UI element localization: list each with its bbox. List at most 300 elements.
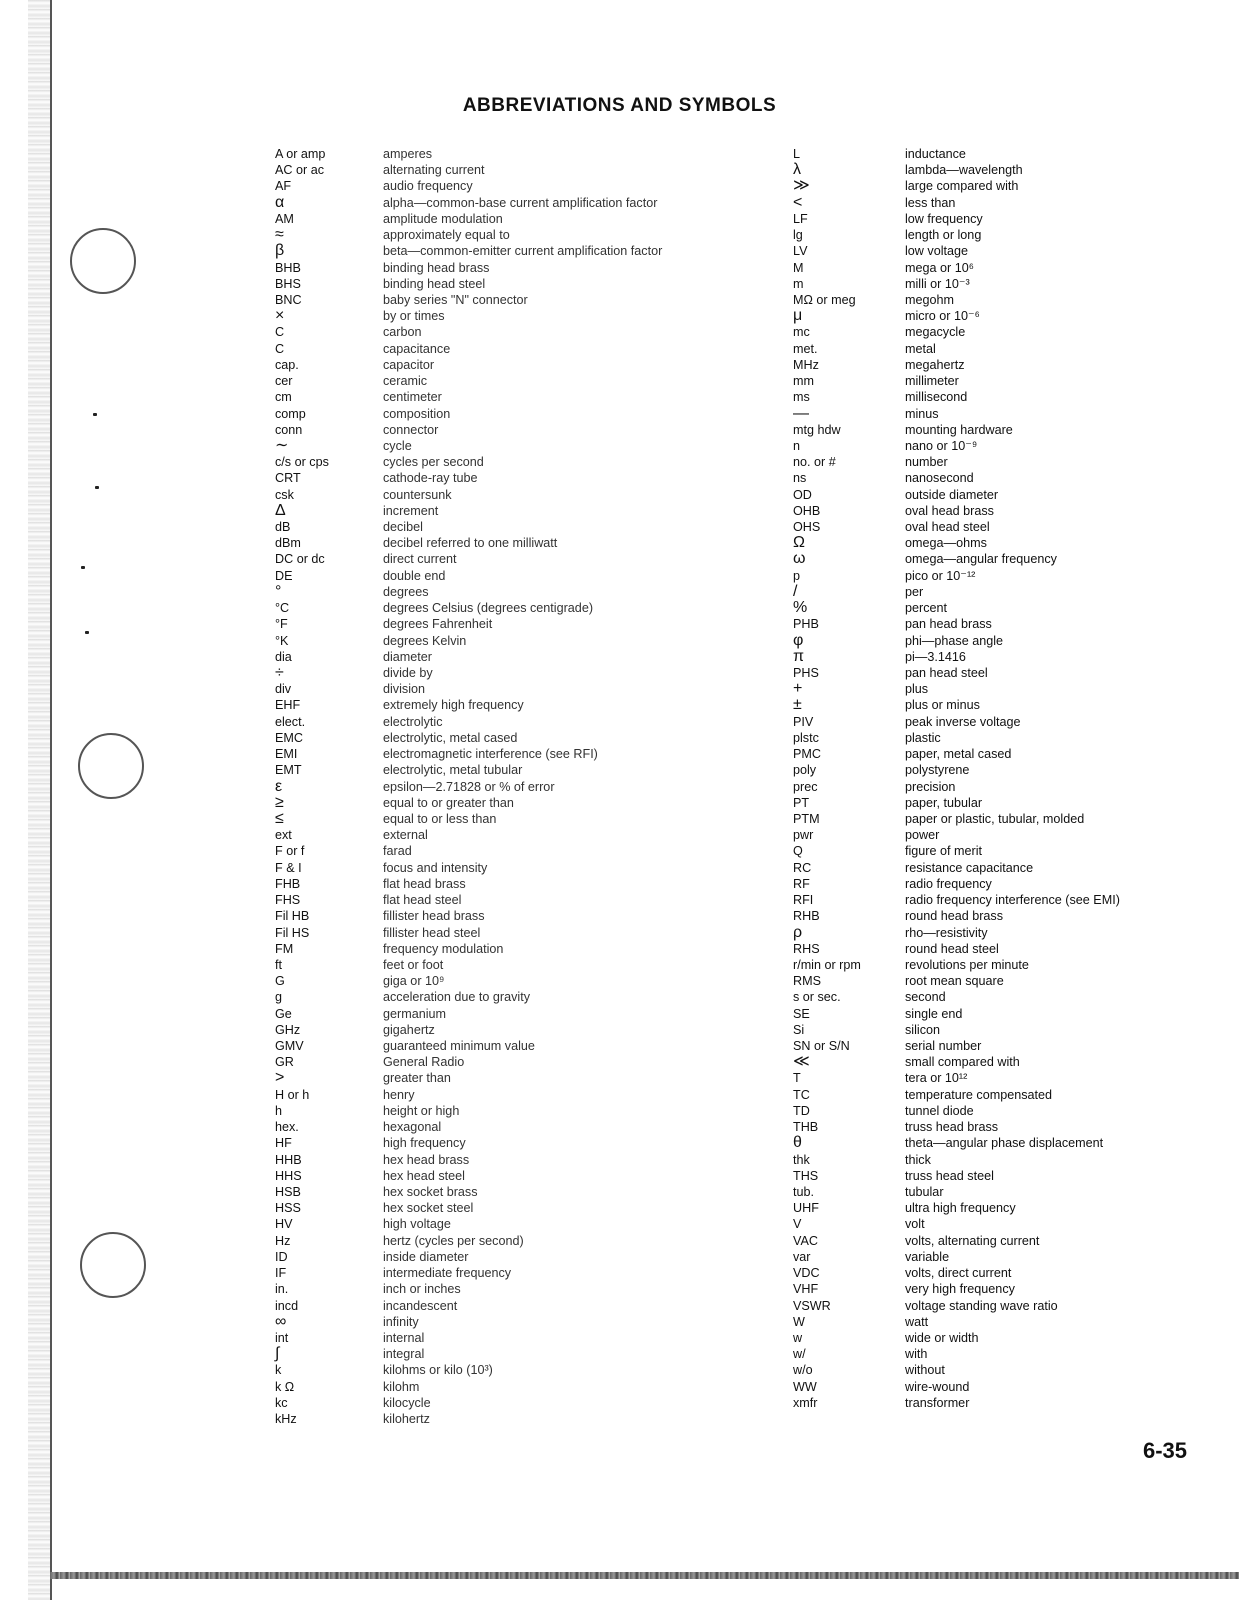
definition: voltage standing wave ratio bbox=[905, 1298, 1058, 1313]
abbreviation: M bbox=[793, 260, 804, 275]
table-row bbox=[793, 584, 1175, 600]
table-row bbox=[275, 438, 743, 454]
definition: root mean square bbox=[905, 974, 1004, 989]
definition: millisecond bbox=[905, 390, 968, 405]
table-row bbox=[275, 1103, 743, 1119]
table-row bbox=[275, 146, 743, 162]
definition: serial number bbox=[905, 1039, 982, 1054]
table-row bbox=[793, 1168, 1175, 1184]
speck bbox=[81, 566, 85, 569]
abbreviation: GMV bbox=[275, 1039, 304, 1054]
definition: capacitance bbox=[383, 341, 451, 356]
table-row bbox=[275, 1281, 743, 1297]
definition: low voltage bbox=[905, 244, 969, 259]
abbreviation: UHF bbox=[793, 1201, 819, 1216]
table-row bbox=[793, 1022, 1175, 1038]
table-row bbox=[793, 633, 1175, 649]
definition: kilohertz bbox=[383, 1412, 430, 1427]
definition: division bbox=[383, 682, 425, 697]
table-row bbox=[275, 665, 743, 681]
table-row bbox=[793, 1135, 1175, 1151]
table-row bbox=[793, 454, 1175, 470]
definition: centimeter bbox=[383, 390, 442, 405]
table-row bbox=[275, 1184, 743, 1200]
table-row bbox=[793, 324, 1175, 340]
table-row bbox=[275, 1330, 743, 1346]
definition: plus or minus bbox=[905, 698, 980, 713]
punch-hole-bottom bbox=[80, 1232, 146, 1298]
abbreviation: IF bbox=[275, 1266, 287, 1281]
table-row bbox=[275, 892, 743, 908]
table-row bbox=[793, 1249, 1175, 1265]
definition: increment bbox=[383, 503, 439, 518]
definition: per bbox=[905, 584, 924, 599]
abbreviation: mtg hdw bbox=[793, 422, 841, 437]
abbreviation: RHB bbox=[793, 909, 820, 924]
definition: hex socket brass bbox=[383, 1185, 478, 1199]
abbreviation: VAC bbox=[793, 1233, 818, 1248]
table-row bbox=[793, 681, 1175, 697]
definition: giga or 10⁹ bbox=[383, 974, 445, 989]
abbreviation: α bbox=[275, 193, 285, 211]
definition: percent bbox=[905, 601, 948, 616]
definition: incandescent bbox=[383, 1298, 458, 1313]
abbreviation: RC bbox=[793, 860, 812, 875]
abbreviation: ± bbox=[793, 696, 802, 714]
table-row bbox=[275, 633, 743, 649]
definition: milli or 10⁻³ bbox=[905, 276, 970, 291]
definition: frequency modulation bbox=[383, 941, 504, 956]
definition: height or high bbox=[383, 1103, 460, 1118]
definition: transformer bbox=[905, 1395, 970, 1410]
table-row bbox=[793, 1281, 1175, 1297]
definition: volts, alternating current bbox=[905, 1233, 1040, 1248]
abbreviation: × bbox=[275, 307, 285, 325]
definition: cycles per second bbox=[383, 455, 484, 470]
table-row bbox=[793, 1379, 1175, 1395]
abbreviation: poly bbox=[793, 763, 817, 778]
abbreviation: / bbox=[793, 582, 798, 600]
definition: megacycle bbox=[905, 325, 966, 340]
table-row bbox=[793, 551, 1175, 567]
definition: equal to or greater than bbox=[383, 795, 514, 810]
definition: metal bbox=[905, 341, 936, 356]
table-row bbox=[793, 1216, 1175, 1232]
abbreviation: ≈ bbox=[275, 226, 284, 244]
table-row bbox=[793, 568, 1175, 584]
definition: beta—common-emitter current amplification factor bbox=[383, 244, 663, 259]
abbreviation: λ bbox=[793, 161, 801, 179]
table-row bbox=[793, 308, 1175, 324]
table-row bbox=[793, 406, 1175, 422]
abbreviation: ms bbox=[793, 390, 810, 405]
table-row bbox=[275, 470, 743, 486]
table-row bbox=[793, 1298, 1175, 1314]
abbreviation: T bbox=[793, 1071, 801, 1086]
table-row bbox=[793, 1200, 1175, 1216]
table-row bbox=[275, 941, 743, 957]
definition: extremely high frequency bbox=[383, 698, 524, 713]
abbreviation: % bbox=[793, 599, 808, 617]
abbreviation: THS bbox=[793, 1168, 819, 1183]
definition: paper or plastic, tubular, molded bbox=[905, 811, 1085, 826]
table-row bbox=[275, 568, 743, 584]
definition: lambda—wavelength bbox=[905, 163, 1023, 178]
definition: variable bbox=[905, 1249, 950, 1264]
abbreviation: Si bbox=[793, 1022, 805, 1037]
definition: greater than bbox=[383, 1071, 451, 1086]
abbreviation: AM bbox=[275, 211, 294, 226]
abbreviation: r/min or rpm bbox=[793, 957, 861, 972]
abbreviation: HSB bbox=[275, 1185, 301, 1199]
definition: flat head steel bbox=[383, 893, 462, 908]
definition: round head steel bbox=[905, 941, 999, 956]
table-row bbox=[793, 697, 1175, 713]
definition: epsilon—2.71828 or % of error bbox=[383, 779, 555, 794]
punch-hole-middle bbox=[78, 733, 144, 799]
abbreviation: + bbox=[793, 680, 803, 698]
abbreviation: VSWR bbox=[793, 1298, 831, 1313]
abbreviation: Δ bbox=[275, 501, 286, 519]
page-title: ABBREVIATIONS AND SYMBOLS bbox=[462, 95, 777, 116]
table-row bbox=[275, 811, 743, 827]
table-row bbox=[793, 162, 1175, 178]
abbreviation: OD bbox=[793, 487, 812, 502]
table-row bbox=[275, 1119, 743, 1135]
table-row bbox=[275, 1070, 743, 1086]
definition: pico or 10⁻¹² bbox=[905, 568, 976, 583]
table-row bbox=[793, 827, 1175, 843]
abbreviation: ft bbox=[275, 957, 282, 972]
definition: with bbox=[905, 1347, 928, 1362]
table-row bbox=[793, 908, 1175, 924]
definition: millimeter bbox=[905, 374, 959, 389]
abbreviation: ID bbox=[275, 1249, 288, 1264]
table-row bbox=[275, 1216, 743, 1232]
abbreviation: H or h bbox=[275, 1087, 310, 1102]
table-row bbox=[793, 535, 1175, 551]
definition: binding head brass bbox=[383, 260, 490, 275]
definition: oval head steel bbox=[905, 520, 990, 535]
table-row bbox=[793, 616, 1175, 632]
definition: electrolytic, metal tubular bbox=[383, 763, 523, 778]
abbreviations-left-column bbox=[275, 146, 743, 1427]
table-row bbox=[275, 795, 743, 811]
abbreviation: EMT bbox=[275, 763, 302, 778]
table-row bbox=[275, 373, 743, 389]
table-row bbox=[275, 308, 743, 324]
abbreviation: tub. bbox=[793, 1185, 815, 1199]
table-row bbox=[275, 243, 743, 259]
definition: decibel referred to one milliwatt bbox=[383, 536, 558, 551]
abbreviation: G bbox=[275, 974, 285, 989]
definition: degrees Kelvin bbox=[383, 633, 467, 648]
abbreviation: OHS bbox=[793, 520, 821, 535]
definition: outside diameter bbox=[905, 487, 999, 502]
abbreviation: AF bbox=[275, 179, 292, 194]
table-row bbox=[793, 762, 1175, 778]
table-row bbox=[793, 357, 1175, 373]
definition: diameter bbox=[383, 649, 432, 664]
table-row bbox=[275, 341, 743, 357]
abbreviation: PHB bbox=[793, 617, 819, 632]
abbreviation: EMI bbox=[275, 747, 298, 762]
abbreviation: π bbox=[793, 647, 805, 665]
abbreviation: var bbox=[793, 1249, 811, 1264]
definition: inductance bbox=[905, 147, 966, 161]
table-row bbox=[275, 276, 743, 292]
table-row bbox=[793, 519, 1175, 535]
abbreviation: AC or ac bbox=[275, 163, 324, 178]
abbreviation: — bbox=[793, 404, 809, 422]
page-binding-edge bbox=[28, 0, 52, 1600]
abbreviations-right-column bbox=[793, 146, 1175, 1411]
abbreviation: °F bbox=[275, 617, 288, 632]
table-row bbox=[793, 146, 1175, 162]
abbreviation: ρ bbox=[793, 923, 803, 941]
abbreviation: °K bbox=[275, 633, 289, 648]
abbreviation: °C bbox=[275, 601, 290, 616]
abbreviation: g bbox=[275, 990, 283, 1005]
definition: hex head steel bbox=[383, 1168, 465, 1183]
abbreviation: w/ bbox=[793, 1347, 806, 1362]
definition: amplitude modulation bbox=[383, 211, 503, 226]
table-row bbox=[793, 1330, 1175, 1346]
definition: General Radio bbox=[383, 1055, 465, 1070]
table-row bbox=[793, 1265, 1175, 1281]
definition: fillister head steel bbox=[383, 925, 481, 940]
abbreviation: Fil HS bbox=[275, 925, 310, 940]
definition: inch or inches bbox=[383, 1282, 461, 1297]
table-row bbox=[793, 227, 1175, 243]
table-row bbox=[275, 714, 743, 730]
table-row bbox=[793, 1103, 1175, 1119]
table-row bbox=[793, 860, 1175, 876]
definition: ceramic bbox=[383, 374, 428, 389]
table-row bbox=[793, 989, 1175, 1005]
definition: pi—3.1416 bbox=[905, 649, 966, 664]
table-row bbox=[275, 454, 743, 470]
abbreviation: θ bbox=[793, 1134, 802, 1152]
table-row bbox=[793, 649, 1175, 665]
abbreviation: ≤ bbox=[275, 809, 284, 827]
definition: small compared with bbox=[905, 1055, 1020, 1070]
abbreviation: GR bbox=[275, 1055, 294, 1070]
definition: paper, metal cased bbox=[905, 747, 1012, 762]
definition: single end bbox=[905, 1006, 963, 1021]
abbreviation: hex. bbox=[275, 1120, 299, 1135]
abbreviation: PTM bbox=[793, 811, 820, 826]
definition: feet or foot bbox=[383, 957, 444, 972]
table-row bbox=[275, 1233, 743, 1249]
definition: intermediate frequency bbox=[383, 1266, 512, 1281]
abbreviation: prec bbox=[793, 779, 818, 794]
table-row bbox=[275, 730, 743, 746]
definition: precision bbox=[905, 779, 956, 794]
abbreviation: L bbox=[793, 147, 801, 161]
definition: germanium bbox=[383, 1006, 446, 1021]
table-row bbox=[793, 438, 1175, 454]
abbreviation: FHB bbox=[275, 876, 301, 891]
definition: nanosecond bbox=[905, 471, 974, 486]
table-row bbox=[275, 1006, 743, 1022]
abbreviation: φ bbox=[793, 631, 804, 649]
abbreviation: dia bbox=[275, 649, 292, 664]
table-row bbox=[793, 470, 1175, 486]
abbreviation: DE bbox=[275, 568, 293, 583]
definition: number bbox=[905, 455, 948, 470]
table-row bbox=[275, 1395, 743, 1411]
abbreviation: kHz bbox=[275, 1412, 297, 1427]
definition: electromagnetic interference (see RFI) bbox=[383, 747, 598, 762]
definition: theta—angular phase displacement bbox=[905, 1136, 1104, 1151]
table-row bbox=[275, 1314, 743, 1330]
abbreviation: WW bbox=[793, 1379, 817, 1394]
abbreviation: PHS bbox=[793, 666, 819, 680]
table-row bbox=[275, 1038, 743, 1054]
definition: alpha—common-base current amplification factor bbox=[383, 195, 658, 210]
abbreviation: TD bbox=[793, 1103, 810, 1118]
table-row bbox=[275, 1298, 743, 1314]
table-row bbox=[793, 178, 1175, 194]
definition: high voltage bbox=[383, 1217, 451, 1232]
abbreviation: met. bbox=[793, 341, 818, 356]
abbreviation: EMC bbox=[275, 730, 303, 745]
abbreviation: Fil HB bbox=[275, 909, 310, 924]
abbreviation: RFI bbox=[793, 893, 814, 908]
table-row bbox=[275, 746, 743, 762]
table-row bbox=[793, 243, 1175, 259]
abbreviation: VHF bbox=[793, 1282, 819, 1297]
definition: pan head steel bbox=[905, 666, 988, 680]
abbreviation: TC bbox=[793, 1087, 810, 1102]
abbreviation: SN or S/N bbox=[793, 1039, 850, 1054]
definition: radio frequency bbox=[905, 876, 992, 891]
table-row bbox=[275, 211, 743, 227]
abbreviation: ext bbox=[275, 828, 292, 843]
abbreviation: PIV bbox=[793, 714, 814, 729]
table-row bbox=[793, 1233, 1175, 1249]
abbreviation: PT bbox=[793, 795, 810, 810]
table-row bbox=[793, 276, 1175, 292]
abbreviation: thk bbox=[793, 1152, 810, 1167]
table-row bbox=[793, 389, 1175, 405]
definition: length or long bbox=[905, 228, 982, 243]
definition: hexagonal bbox=[383, 1120, 442, 1135]
definition: degrees Celsius (degrees centigrade) bbox=[383, 601, 594, 616]
abbreviation: C bbox=[275, 325, 285, 340]
abbreviation: ω bbox=[793, 550, 806, 568]
definition: megahertz bbox=[905, 357, 965, 372]
definition: guaranteed minimum value bbox=[383, 1039, 535, 1054]
table-row bbox=[275, 162, 743, 178]
table-row bbox=[793, 925, 1175, 941]
table-row bbox=[793, 714, 1175, 730]
table-row bbox=[793, 1006, 1175, 1022]
speck bbox=[85, 631, 89, 634]
definition: alternating current bbox=[383, 163, 485, 178]
punch-hole-top bbox=[70, 228, 136, 294]
abbreviation: ∫ bbox=[275, 1345, 280, 1363]
table-row bbox=[275, 292, 743, 308]
abbreviation: W bbox=[793, 1314, 805, 1329]
abbreviation: VDC bbox=[793, 1266, 820, 1281]
definition: cathode-ray tube bbox=[383, 471, 478, 486]
abbreviation: > bbox=[275, 1069, 285, 1087]
definition: power bbox=[905, 828, 940, 843]
definition: less than bbox=[905, 195, 956, 210]
table-row bbox=[793, 1119, 1175, 1135]
abbreviation: FM bbox=[275, 941, 294, 956]
table-row bbox=[275, 827, 743, 843]
definition: external bbox=[383, 828, 428, 843]
definition: hex head brass bbox=[383, 1152, 470, 1167]
table-row bbox=[275, 227, 743, 243]
definition: rho—resistivity bbox=[905, 925, 988, 940]
definition: paper, tubular bbox=[905, 795, 983, 810]
abbreviation: Q bbox=[793, 844, 803, 859]
abbreviation: RF bbox=[793, 876, 810, 891]
abbreviation: RMS bbox=[793, 974, 821, 989]
abbreviation: cer bbox=[275, 374, 293, 389]
abbreviation: h bbox=[275, 1103, 283, 1118]
definition: pan head brass bbox=[905, 617, 992, 632]
abbreviation: ns bbox=[793, 471, 807, 486]
definition: omega—ohms bbox=[905, 536, 987, 551]
abbreviation: mm bbox=[793, 374, 814, 389]
table-row bbox=[275, 1265, 743, 1281]
abbreviation: kc bbox=[275, 1395, 288, 1410]
definition: silicon bbox=[905, 1022, 940, 1037]
table-row bbox=[793, 1054, 1175, 1070]
definition: infinity bbox=[383, 1314, 419, 1329]
definition: hex socket steel bbox=[383, 1201, 474, 1216]
definition: countersunk bbox=[383, 487, 452, 502]
definition: wire-wound bbox=[905, 1379, 970, 1394]
abbreviation: w bbox=[793, 1330, 803, 1345]
abbreviation: LF bbox=[793, 211, 808, 226]
abbreviation: Hz bbox=[275, 1233, 291, 1248]
table-row bbox=[275, 762, 743, 778]
table-row bbox=[793, 1087, 1175, 1103]
definition: baby series "N" connector bbox=[383, 292, 528, 307]
definition: carbon bbox=[383, 325, 422, 340]
definition: tubular bbox=[905, 1185, 944, 1199]
table-row bbox=[793, 600, 1175, 616]
abbreviation: CRT bbox=[275, 471, 301, 486]
abbreviation: EHF bbox=[275, 698, 301, 713]
definition: peak inverse voltage bbox=[905, 714, 1021, 729]
page-number: 6-35 bbox=[1142, 1438, 1187, 1463]
definition: farad bbox=[383, 844, 412, 859]
abbreviation: Ge bbox=[275, 1006, 292, 1021]
table-row bbox=[275, 503, 743, 519]
definition: integral bbox=[383, 1347, 425, 1362]
definition: capacitor bbox=[383, 357, 435, 372]
abbreviation: RHS bbox=[793, 941, 820, 956]
abbreviation: cap. bbox=[275, 357, 299, 372]
abbreviation: DC or dc bbox=[275, 552, 325, 567]
definition: volt bbox=[905, 1217, 925, 1232]
definition: double end bbox=[383, 568, 446, 583]
table-row bbox=[793, 730, 1175, 746]
definition: divide by bbox=[383, 666, 433, 680]
table-row bbox=[275, 616, 743, 632]
table-row bbox=[275, 989, 743, 1005]
abbreviation: F & I bbox=[275, 860, 302, 875]
abbreviation: conn bbox=[275, 422, 303, 437]
abbreviation: FHS bbox=[275, 893, 301, 908]
